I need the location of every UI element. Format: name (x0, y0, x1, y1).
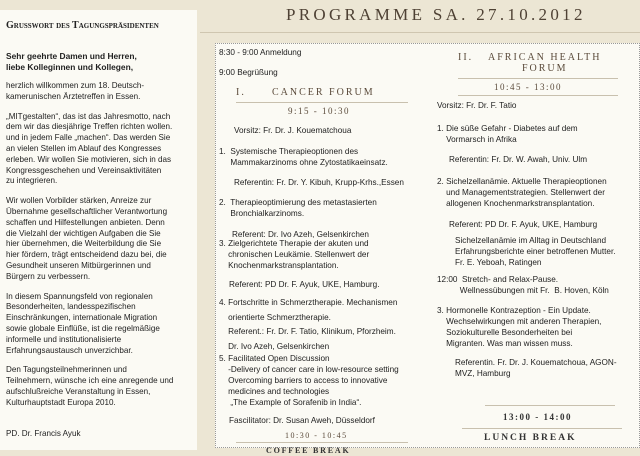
talk-5: 5. Facilitated Open Discussion -Delivery of cancer care in low-resource setting Overcoming barriers to access to innovative medicines and technologies „The Example of Sorafenib in India“. (219, 354, 399, 407)
relax-pause: 12:00 Stretch- and Relax-Pause. Wellnessübungen mit Fr. B. Hoven, Köln (437, 275, 609, 295)
paragraph: herzlich willkommen zum 18. Deutsch- kamerunischen Ärztetreffen in Essen. (6, 81, 145, 101)
talk-2: 2. Therapieoptimierung des metastasierten Bronchialkarzinoms. (219, 198, 377, 218)
divider (462, 428, 622, 429)
divider (485, 405, 615, 406)
talk-3: 3. Hormonelle Kontrazeption - Ein Update. Wechselwirkungen mit anderen Therapien, Soziokulturelle Besonderheiten bei Migranten. Was man wissen muss. (437, 306, 602, 348)
speaker-2: Referent: PD Dr. F. Ayuk, UKE, Hamburg (449, 220, 598, 229)
forum-title: CANCER FORUM (272, 87, 375, 98)
lunch-break-label: LUNCH BREAK (484, 433, 577, 443)
talk-1: 1. Systemische Therapieoptionen des Mammakarzinoms ohne Zytostatikaeinsatz. (219, 147, 388, 167)
paragraph: In diesem Spannungsfeld von regionalen Besonderheiten, landesspezifischen Einschränkungen, internationale Migration sowie globale Einflüße, ist die regelmäßige informelle und institutionalisierte Erfahrungsaustausch unverzichbar. (6, 291, 160, 355)
talk-2: 2. Sichelzellanämie. Aktuelle Therapieoptionen und Managementstrategien. Stellenwert der allogenen Knochenmarkstransplantation. (437, 177, 607, 208)
registration: 8:30 - 9:00 Anmeldung (219, 48, 302, 57)
welcome-heading: Grußwort des Tagungspräsidenten (6, 20, 159, 31)
speaker-1: Referentin: Fr. Dr. Y. Kibuh, Krupp-Krhs.,Essen (234, 178, 404, 187)
paragraph: „MITgestalten“, das ist das Jahresmotto, nach dem wir das diesjährige Treffen richten wollen. und in jedem Falle „machen“. Das werden Sie an vielen Stellen im Ablauf des Kongresses erleben. Wir wollen Sie motivieren, sich in das Kongressgeschehen und Vereinsaktivitäten zu integrieren. (6, 111, 173, 186)
programme-title: PROGRAMME SA. 27.10.2012 (286, 5, 586, 24)
signature: PD. Dr. Francis Ayuk (6, 428, 81, 438)
coffee-break-label: COFFEE BREAK (266, 446, 351, 455)
divider (458, 78, 618, 79)
divider (200, 32, 640, 33)
divider (236, 442, 408, 443)
forum-number: II. (458, 52, 474, 63)
speaker-3: Referentin. Fr. Dr. J. Kouematchoua, AGON- MVZ, Hamburg (455, 358, 617, 378)
lunch-break-time: 13:00 - 14:00 (503, 412, 572, 422)
divider (458, 95, 618, 96)
chair: Vorsitz: Fr. Dr. J. Kouematchoua (234, 126, 352, 135)
facilitator: Fascilitator: Dr. Susan Aweh, Düsseldorf (229, 416, 375, 425)
talk-4: 4. Fortschritte in Schmerztherapie. Mechanismen orientierte Schmerztherapie. Referent.: Fr. Dr. F. Tatio, Klinikum, Pforzheim. Dr. Ivo Azeh, Gelsenkirchen (219, 298, 398, 351)
salutation: Sehr geehrte Damen und Herren, liebe Kolleginnen und Kollegen, (6, 51, 137, 72)
forum-number: I. (236, 87, 246, 98)
forum-time: 9:15 - 10:30 (288, 106, 350, 116)
welcome-panel (0, 10, 197, 450)
divider (236, 102, 408, 103)
talk-2b: Sichelzellanämie im Alltag in Deutschland Erfahrungsberichte einer betroffenen Mutter. Fr. E. Yeboah, Ratingen (455, 236, 616, 267)
paragraph: Wir wollen Vorbilder stärken, Anreize zur Übernahme gesellschaftlicher Verantwortung schaffen und Hilfestellungen anbieten. Denn die Vielzahl der wichtigen Aufgaben die Sie hier übernehmen, die Weiterbildung die Sie hier fördern, trägt entscheidend dazu bei, die Gesundheit unseren Mitbürgerinnen und Bürgern zu verbessern. (6, 196, 168, 281)
chair: Vorsitz: Fr. Dr. F. Tatio (437, 101, 517, 110)
opening: 9:00 Begrüßung (219, 68, 278, 77)
speaker-2: Referent: Dr. Ivo Azeh, Gelsenkirchen (232, 230, 369, 239)
speaker-1: Referentin: Fr. Dr. W. Awah, Univ. Ulm (449, 155, 588, 164)
coffee-break-time: 10:30 - 10:45 (285, 431, 348, 440)
talk-3: 3. Zielgerichtete Therapie der akuten und chronischen Leukämie. Stellenwert der Knochenmarkstransplantation. (219, 239, 370, 270)
speaker-3: Referent: PD Dr. F. Ayuk, UKE, Hamburg. (229, 280, 380, 289)
paragraph: Den Tagungsteilnehmerinnen und Teilnehmern, wünsche ich eine anregende und aufschlußreiche Veranstaltung in Essen, Kulturhauptstadt Europa 2010. (6, 365, 174, 407)
forum-time: 10:45 - 13:00 (494, 82, 562, 92)
talk-1: 1. Die süße Gefahr - Diabetes auf dem Vormarsch in Afrika (437, 124, 578, 144)
forum-title: AFRICAN HEALTH FORUM (488, 52, 602, 74)
